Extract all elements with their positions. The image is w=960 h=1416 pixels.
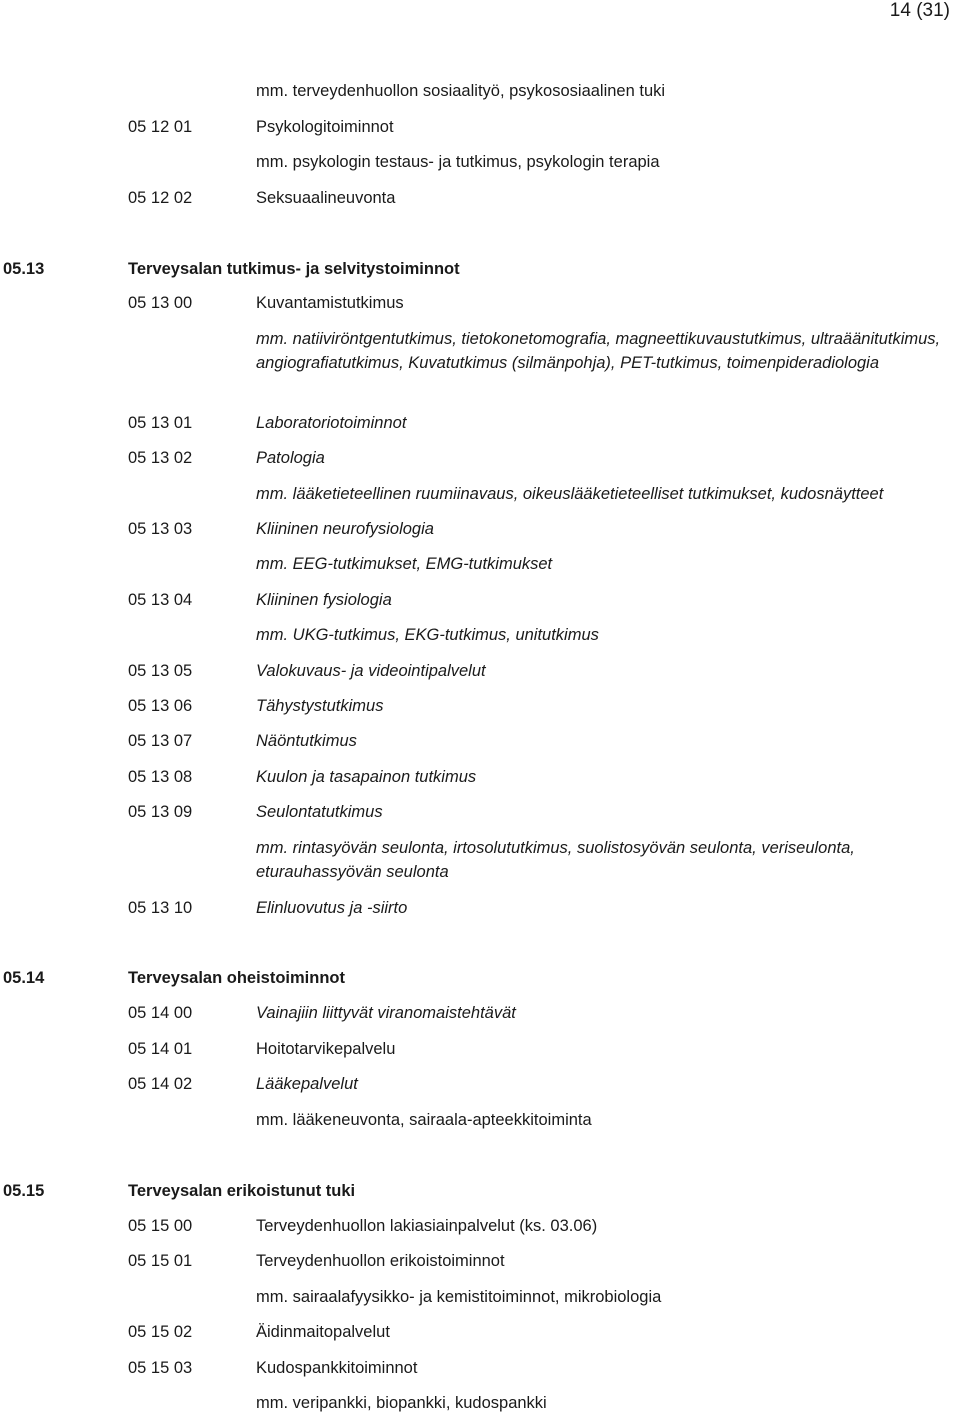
label-kuulontutkimus: Kuulon ja tasapainon tutkimus	[256, 768, 477, 786]
label-valokuvaus: Valokuvaus- ja videointipalvelut	[256, 662, 486, 680]
label-aidinmaitopalvelut: Äidinmaitopalvelut	[256, 1323, 390, 1341]
note-patologia: mm. lääketieteellinen ruumiinavaus, oikeuslääketieteelliset tutkimukset, kudosnäytteet	[256, 485, 884, 503]
label-naontutkimus: Näöntutkimus	[256, 732, 357, 750]
section-title-0514: Terveysalan oheistoiminnot	[128, 969, 345, 987]
code-051308: 05 13 08	[128, 768, 193, 786]
label-laakepalvelut: Lääkepalvelut	[256, 1075, 358, 1093]
label-fysiologia: Kliininen fysiologia	[256, 591, 392, 609]
label-kuvantamistutkimus: Kuvantamistutkimus	[256, 294, 404, 312]
code-051400: 05 14 00	[128, 1004, 193, 1022]
code-051307: 05 13 07	[128, 732, 193, 750]
code-051401: 05 14 01	[128, 1040, 193, 1058]
code-051310: 05 13 10	[128, 899, 193, 917]
label-neurofysiologia: Kliininen neurofysiologia	[256, 520, 434, 538]
note-sosiaalityo: mm. terveydenhuollon sosiaalityö, psykososiaalinen tuki	[256, 82, 666, 100]
code-051305: 05 13 05	[128, 662, 193, 680]
label-patologia: Patologia	[256, 449, 325, 467]
code-051304: 05 13 04	[128, 591, 193, 609]
code-051303: 05 13 03	[128, 520, 193, 538]
code-051500: 05 15 00	[128, 1217, 193, 1235]
label-kudospankkitoiminnot: Kudospankkitoiminnot	[256, 1359, 418, 1377]
code-051402: 05 14 02	[128, 1075, 193, 1093]
code-051309: 05 13 09	[128, 803, 193, 821]
code-051501: 05 15 01	[128, 1252, 193, 1270]
code-051502: 05 15 02	[128, 1323, 193, 1341]
note-laakepalvelut: mm. lääkeneuvonta, sairaala-apteekkitoiminta	[256, 1111, 592, 1129]
code-051202: 05 12 02	[128, 189, 193, 207]
code-051301: 05 13 01	[128, 414, 193, 432]
note-erikoistoiminnot: mm. sairaalafyysikko- ja kemistitoiminnot, mikrobiologia	[256, 1288, 662, 1306]
code-051201: 05 12 01	[128, 118, 193, 136]
note-fysiologia: mm. UKG-tutkimus, EKG-tutkimus, unitutkimus	[256, 626, 599, 644]
label-erikoistoiminnot: Terveydenhuollon erikoistoiminnot	[256, 1252, 505, 1270]
section-number-0514: 05.14	[3, 969, 45, 987]
label-lakiasiainpalvelut: Terveydenhuollon lakiasiainpalvelut (ks. 03.06)	[256, 1217, 598, 1235]
page-number: 14 (31)	[889, 0, 950, 21]
label-seulontatutkimus: Seulontatutkimus	[256, 803, 383, 821]
section-number-0513: 05.13	[3, 260, 45, 278]
label-vainajat: Vainajiin liittyvät viranomaistehtävät	[256, 1004, 516, 1022]
note-psykologi: mm. psykologin testaus- ja tutkimus, psykologin terapia	[256, 153, 660, 171]
label-laboratoriotoiminnot: Laboratoriotoiminnot	[256, 414, 407, 432]
label-hoitotarvikepalvelu: Hoitotarvikepalvelu	[256, 1040, 396, 1058]
note-kudospankkitoiminnot: mm. veripankki, biopankki, kudospankki	[256, 1394, 547, 1412]
note-neurofysiologia: mm. EEG-tutkimukset, EMG-tutkimukset	[256, 555, 553, 573]
label-psykologitoiminnot: Psykologitoiminnot	[256, 118, 394, 136]
code-051503: 05 15 03	[128, 1359, 193, 1377]
section-number-0515: 05.15	[3, 1182, 45, 1200]
code-051302: 05 13 02	[128, 449, 193, 467]
section-title-0513: Terveysalan tutkimus- ja selvitystoiminnot	[128, 260, 460, 278]
code-051300: 05 13 00	[128, 294, 193, 312]
label-tahystystutkimus: Tähystystutkimus	[256, 697, 384, 715]
label-seksuaalineuvonta: Seksuaalineuvonta	[256, 189, 396, 207]
label-elinluovutus: Elinluovutus ja -siirto	[256, 899, 408, 917]
note-kuvantamistutkimus: mm. natiiviröntgentutkimus, tietokonetomografia, magneettikuvaustutkimus, ultraäänitutkimus, angiografiatutkimus, Kuvatutkimus (silmänpohja), PET-tutkimus, toimenpideradiologia	[256, 330, 941, 372]
note-seulontatutkimus: mm. rintasyövän seulonta, irtosolututkimus, suolistosyövän seulonta, veriseulonta, eturauhassyövän seulonta	[256, 839, 855, 881]
code-051306: 05 13 06	[128, 697, 193, 715]
section-title-0515: Terveysalan erikoistunut tuki	[128, 1182, 356, 1200]
